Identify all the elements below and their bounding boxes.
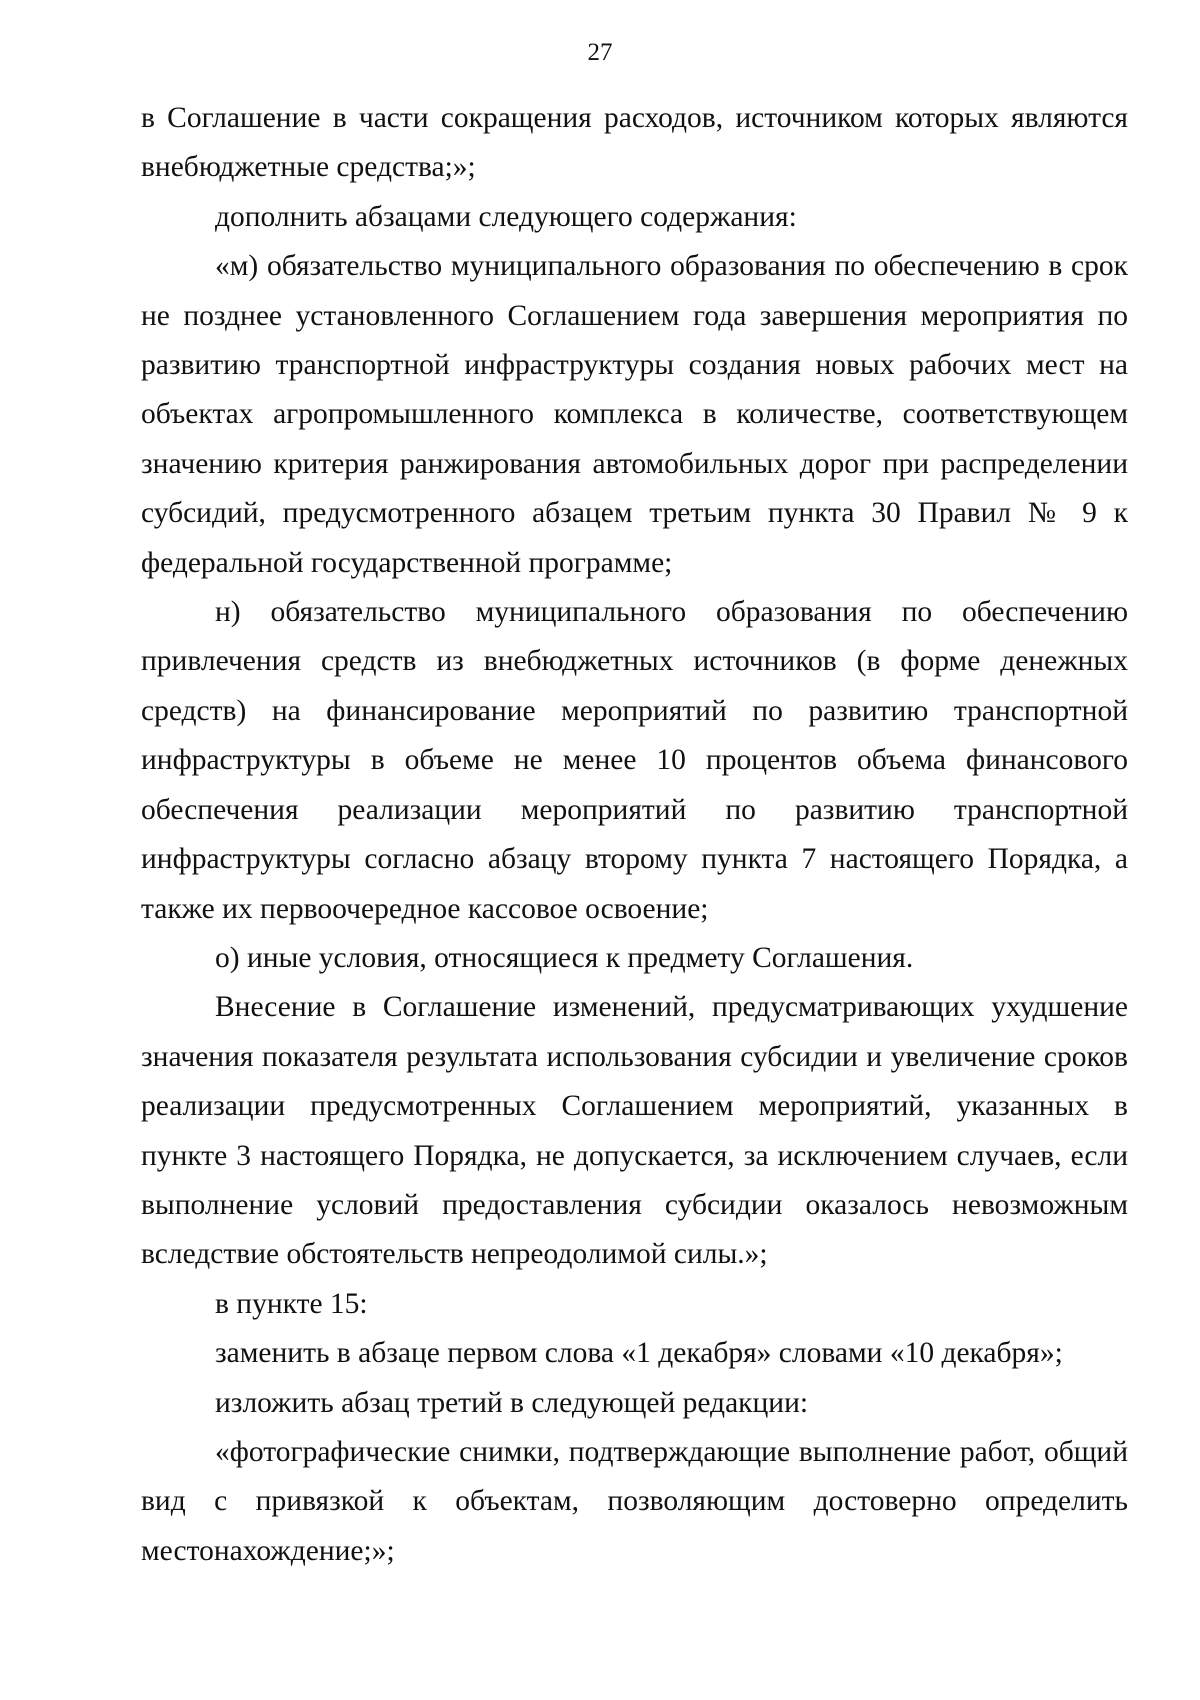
paragraph-clause-n: н) обязательство муниципального образования по обеспечению привлечения средств из внебюджетных источников (в форме денежных средств) на финансирование мероприятий по развитию транспортной инфраструктуры в объеме не менее 10 процентов объема финансового обеспечения реализации мероприятий по развитию транспортной инфраструктуры согласно абзацу второму пункта 7 настоящего Порядка, а также их первоочередное кассовое освоение;: [141, 596, 1128, 925]
paragraph-point-15: в пункте 15:: [215, 1287, 368, 1320]
paragraph-clause-o: о) иные условия, относящиеся к предмету Соглашения.: [215, 941, 914, 974]
paragraph-restate-third: изложить абзац третий в следующей редакции:: [215, 1386, 809, 1419]
paragraph-photos: «фотографические снимки, подтверждающие выполнение работ, общий вид с привязкой к объектам, позволяющим достоверно определить местонахождение;»;: [141, 1435, 1128, 1567]
document-body: [141, 94, 1128, 1576]
paragraph-continuation: в Соглашение в части сокращения расходов, источником которых являются внебюджетные средства;»;: [141, 102, 1128, 184]
paragraph-replace-words: заменить в абзаце первом слова «1 декабря» словами «10 декабря»;: [215, 1337, 1063, 1370]
paragraph-clause-m: «м) обязательство муниципального образования по обеспечению в срок не позднее установленного Соглашением года завершения мероприятия по развитию транспортной инфраструктуры создания новых рабочих мест на объектах агропромышленного комплекса в количестве, соответствующем значению критерия ранжирования автомобильных дорог при распределении субсидий, предусмотренного абзацем третьим пункта 30 Правил № 9 к федеральной государственной программе;: [141, 250, 1128, 579]
page-number: 27: [587, 39, 613, 66]
paragraph-add-clauses: дополнить абзацами следующего содержания:: [215, 200, 797, 233]
paragraph-amendments: Внесение в Соглашение изменений, предусматривающих ухудшение значения показателя результата использования субсидии и увеличение сроков реализации предусмотренных Соглашением мероприятий, указанных в пункте 3 настоящего Порядка, не допускается, за исключением случаев, если выполнение условий предоставления субсидии оказалось невозможным вследствие обстоятельств непреодолимой силы.»;: [141, 991, 1128, 1271]
